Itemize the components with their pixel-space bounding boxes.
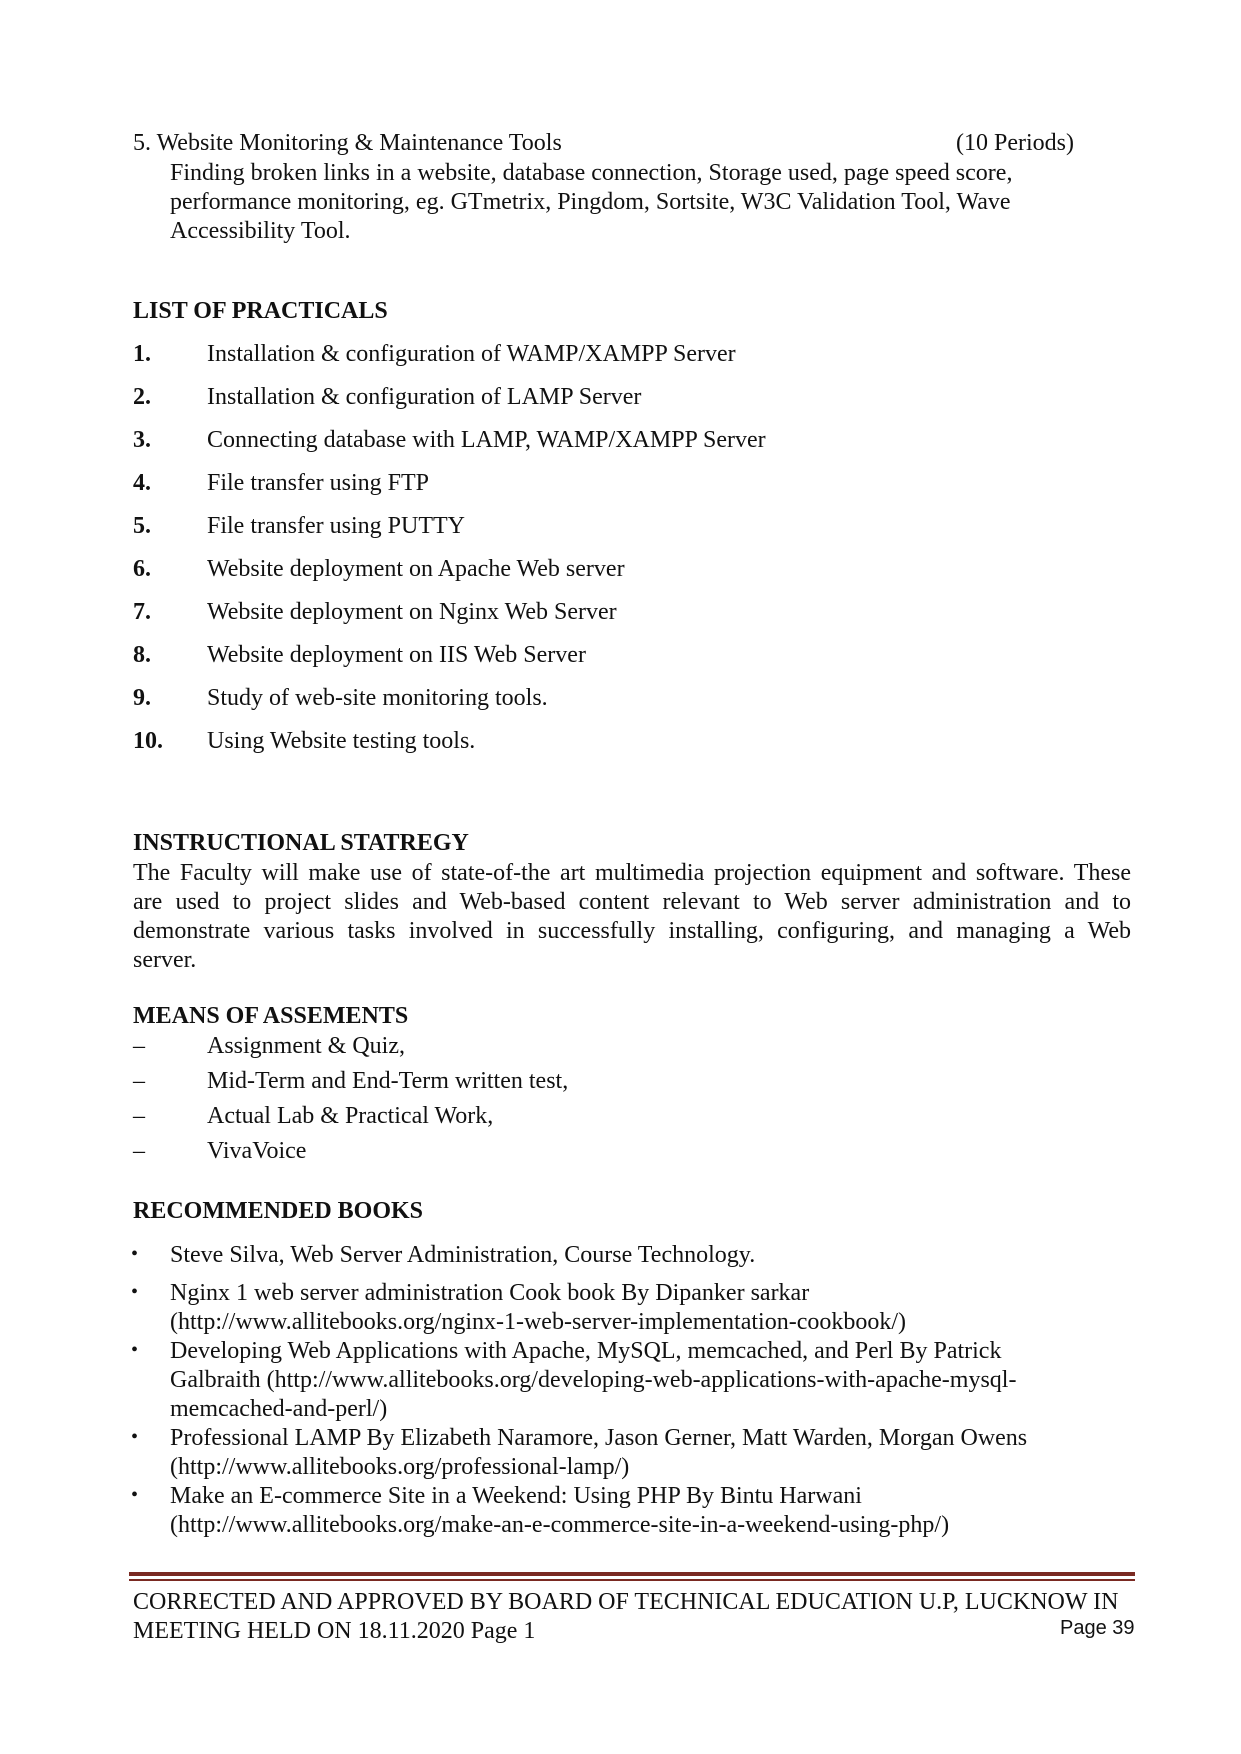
practical-text: File transfer using FTP	[207, 470, 429, 496]
book-line: Make an E-commerce Site in a Weekend: Using PHP By Bintu Harwani	[170, 1483, 862, 1509]
bullet-icon: •	[131, 1281, 139, 1303]
practical-number: 10.	[133, 728, 163, 754]
practical-number: 9.	[133, 685, 151, 711]
dash-marker: –	[133, 1138, 145, 1164]
practical-text: Website deployment on Nginx Web Server	[207, 599, 617, 625]
book-line: (http://www.allitebooks.org/make-an-e-commerce-site-in-a-weekend-using-php/)	[170, 1512, 950, 1538]
book-line: Developing Web Applications with Apache, MySQL, memcached, and Perl By Patrick	[170, 1338, 1002, 1364]
practicals-heading: LIST OF PRACTICALS	[133, 298, 388, 324]
practical-text: Using Website testing tools.	[207, 728, 476, 754]
practical-number: 8.	[133, 642, 151, 668]
unit-description	[170, 159, 1110, 246]
bullet-icon: •	[131, 1339, 139, 1361]
book-entry	[170, 1482, 949, 1540]
unit-periods: (10 Periods)	[956, 130, 1074, 156]
book-entry	[170, 1279, 906, 1337]
strategy-line: server.	[133, 947, 197, 973]
practical-text: Installation & configuration of WAMP/XAMPP Server	[207, 341, 736, 367]
practical-number: 3.	[133, 427, 151, 453]
dash-marker: –	[133, 1033, 145, 1059]
assessments-heading: MEANS OF ASSEMENTS	[133, 1003, 409, 1029]
footer-approval	[133, 1588, 1118, 1646]
strategy-line: are used to project slides and Web-based content relevant to Web server administration and to	[133, 889, 1131, 915]
book-entry	[170, 1337, 1016, 1424]
practical-number: 5.	[133, 513, 151, 539]
footer-line: MEETING HELD ON 18.11.2020 Page 1	[133, 1618, 536, 1644]
book-line: (http://www.allitebooks.org/professional-lamp/)	[170, 1454, 630, 1480]
bullet-icon: •	[131, 1426, 139, 1448]
book-line: Nginx 1 web server administration Cook book By Dipanker sarkar	[170, 1280, 810, 1306]
books-heading: RECOMMENDED BOOKS	[133, 1198, 424, 1224]
book-line: Professional LAMP By Elizabeth Naramore, Jason Gerner, Matt Warden, Morgan Owens	[170, 1425, 1028, 1451]
practical-number: 7.	[133, 599, 151, 625]
bullet-icon: •	[131, 1484, 139, 1506]
bullet-icon: •	[131, 1243, 139, 1265]
assessment-item: Actual Lab & Practical Work,	[207, 1103, 494, 1129]
strategy-heading: INSTRUCTIONAL STATREGY	[133, 830, 469, 856]
book-line: Steve Silva, Web Server Administration, Course Technology.	[170, 1242, 756, 1268]
unit-title: 5. Website Monitoring & Maintenance Tools	[133, 130, 562, 156]
page-number: Page 39	[1060, 1617, 1135, 1639]
footer-line: CORRECTED AND APPROVED BY BOARD OF TECHNICAL EDUCATION U.P, LUCKNOW IN	[133, 1589, 1119, 1615]
practical-text: Installation & configuration of LAMP Server	[207, 384, 642, 410]
dash-marker: –	[133, 1068, 145, 1094]
practical-number: 6.	[133, 556, 151, 582]
practical-text: File transfer using PUTTY	[207, 513, 465, 539]
unit-description-line: Accessibility Tool.	[170, 218, 351, 244]
practical-number: 1.	[133, 341, 151, 367]
dash-marker: –	[133, 1103, 145, 1129]
book-line: (http://www.allitebooks.org/nginx-1-web-server-implementation-cookbook/)	[170, 1309, 907, 1335]
unit-description-line: Finding broken links in a website, database connection, Storage used, page speed score,	[170, 160, 1013, 186]
footer-rule-thick	[129, 1572, 1135, 1576]
footer-rule-thin	[129, 1579, 1135, 1581]
book-entry	[170, 1424, 1027, 1482]
book-line: Galbraith (http://www.allitebooks.org/developing-web-applications-with-apache-mysql-	[170, 1367, 1017, 1393]
strategy-line: demonstrate various tasks involved in successfully installing, configuring, and managing a Web	[133, 918, 1131, 944]
practical-text: Connecting database with LAMP, WAMP/XAMPP Server	[207, 427, 766, 453]
assessment-item: Assignment & Quiz,	[207, 1033, 405, 1059]
practical-number: 2.	[133, 384, 151, 410]
assessment-item: Mid-Term and End-Term written test,	[207, 1068, 569, 1094]
practical-text: Website deployment on Apache Web server	[207, 556, 625, 582]
unit-description-line: performance monitoring, eg. GTmetrix, Pingdom, Sortsite, W3C Validation Tool, Wave	[170, 189, 1011, 215]
practical-text: Study of web-site monitoring tools.	[207, 685, 548, 711]
book-line: memcached-and-perl/)	[170, 1396, 388, 1422]
practical-number: 4.	[133, 470, 151, 496]
book-entry	[170, 1241, 755, 1270]
strategy-line: The Faculty will make use of state-of-the art multimedia projection equipment and software. These	[133, 860, 1131, 886]
practical-text: Website deployment on IIS Web Server	[207, 642, 586, 668]
assessment-item: VivaVoice	[207, 1138, 307, 1164]
strategy-paragraph	[133, 859, 1131, 975]
